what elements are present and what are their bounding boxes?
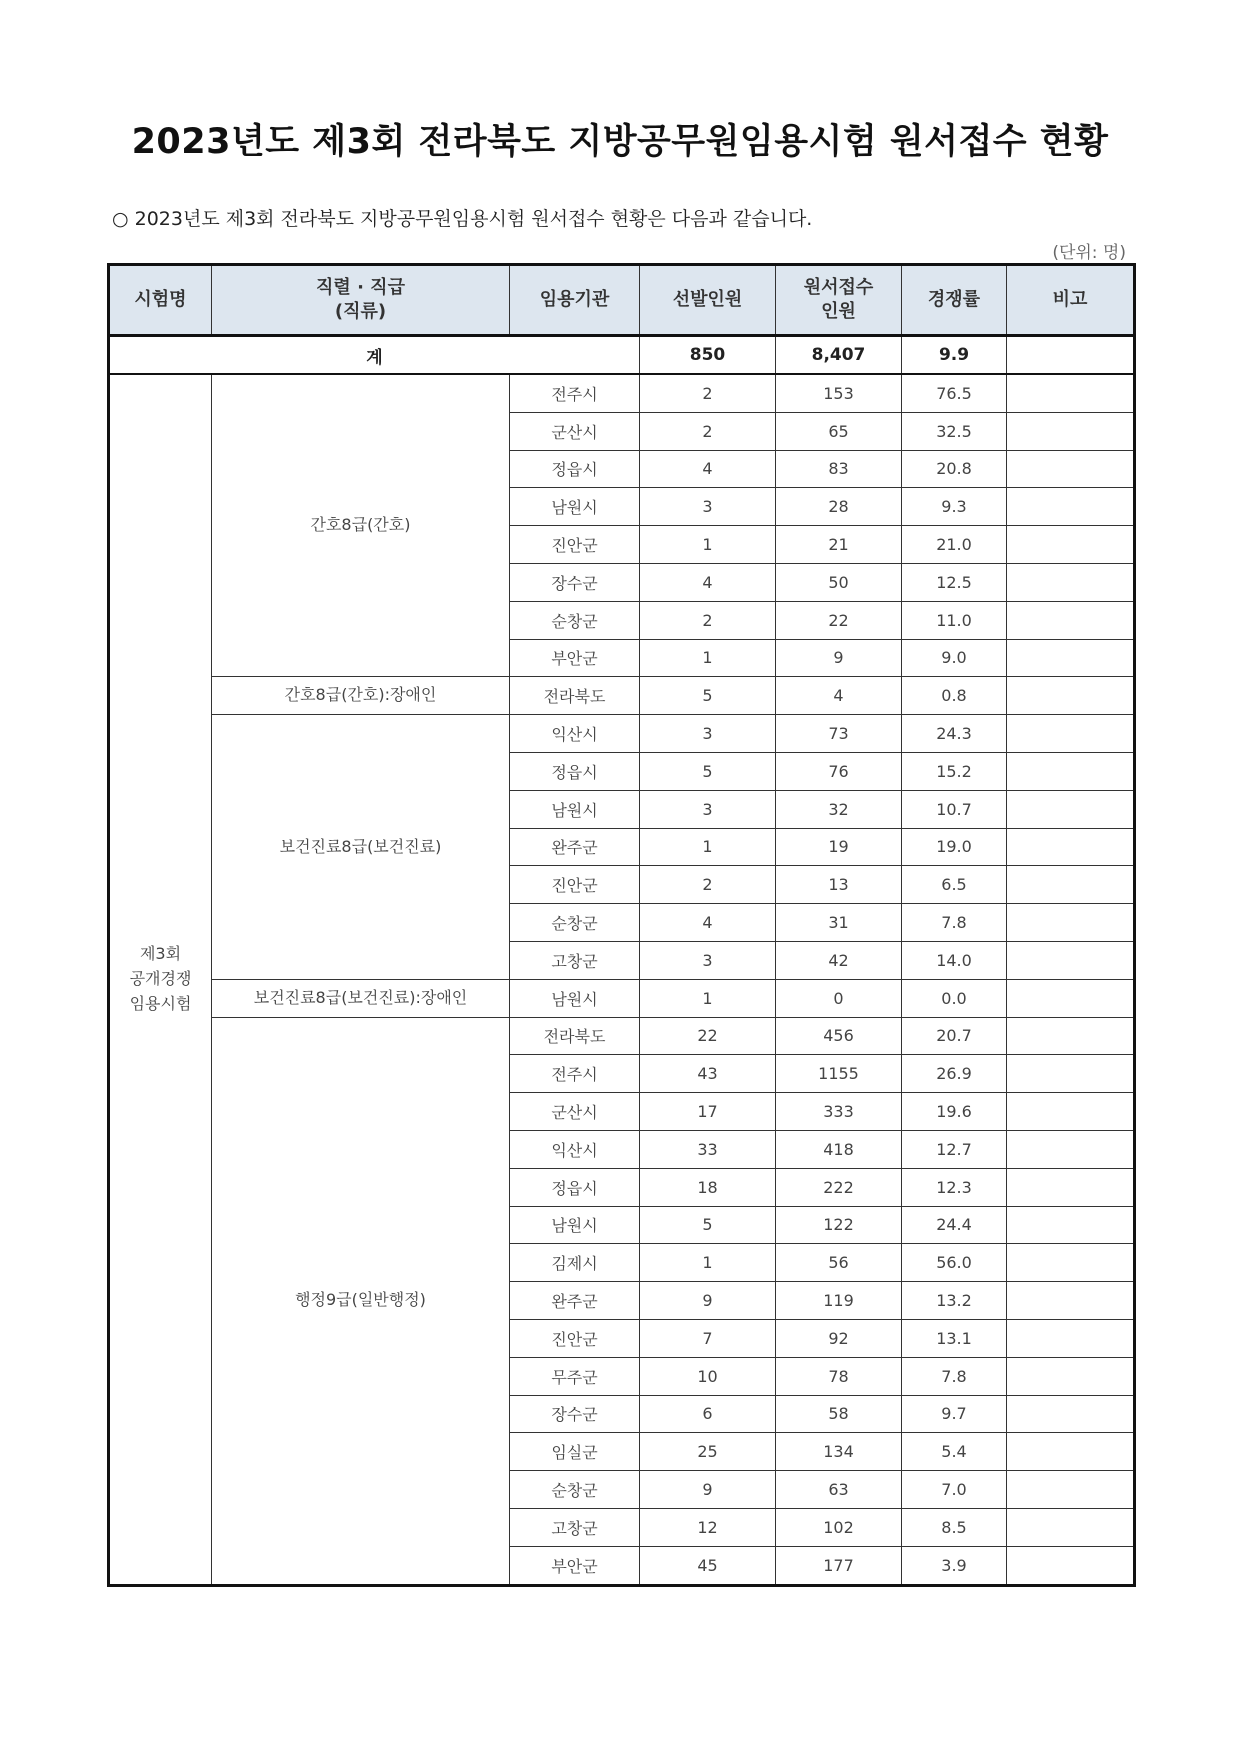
note-cell [1007,941,1135,979]
org-cell: 익산시 [510,1130,640,1168]
rate-cell: 3.9 [902,1546,1007,1585]
rate-cell: 9.3 [902,488,1007,526]
quota-cell: 1 [640,526,776,564]
rate-cell: 0.8 [902,677,1007,715]
quota-cell: 43 [640,1055,776,1093]
applicants-cell: 177 [776,1546,902,1585]
table-row [109,374,1135,412]
intro-text: ○ 2023년도 제3회 전라북도 지방공무원임용시험 원서접수 현황은 다음과 같습니다. [112,208,813,230]
quota-cell: 33 [640,1130,776,1168]
note-cell [1007,1319,1135,1357]
applicants-cell: 65 [776,412,902,450]
quota-cell: 3 [640,715,776,753]
applicants-cell: 0 [776,979,902,1017]
rate-cell: 13.2 [902,1282,1007,1320]
quota-cell: 25 [640,1433,776,1471]
note-cell [1007,1055,1135,1093]
org-cell: 정읍시 [510,450,640,488]
table-row [109,715,1135,753]
header-quota: 선발인원 [640,265,776,336]
total-rate: 9.9 [902,336,1007,375]
quota-cell: 2 [640,412,776,450]
header-note: 비고 [1007,265,1135,336]
note-cell [1007,1206,1135,1244]
applicants-cell: 134 [776,1433,902,1471]
applicants-cell: 102 [776,1508,902,1546]
position-cell: 보건진료8급(보건진료) [212,715,510,980]
applicants-cell: 42 [776,941,902,979]
applicants-cell: 333 [776,1093,902,1131]
org-cell: 익산시 [510,715,640,753]
quota-cell: 17 [640,1093,776,1131]
applicants-cell: 63 [776,1471,902,1509]
org-cell: 군산시 [510,412,640,450]
org-cell: 군산시 [510,1093,640,1131]
quota-cell: 9 [640,1471,776,1509]
applicants-cell: 153 [776,374,902,412]
note-cell [1007,979,1135,1017]
applicants-cell: 92 [776,1319,902,1357]
applications-table [107,263,1136,1587]
rate-cell: 56.0 [902,1244,1007,1282]
quota-cell: 10 [640,1357,776,1395]
quota-cell: 3 [640,941,776,979]
org-cell: 정읍시 [510,1168,640,1206]
position-cell: 간호8급(간호) [212,374,510,677]
total-quota: 850 [640,336,776,375]
org-cell: 부안군 [510,1546,640,1585]
position-cell: 보건진료8급(보건진료):장애인 [212,979,510,1017]
rate-cell: 20.7 [902,1017,1007,1055]
quota-cell: 2 [640,601,776,639]
quota-cell: 5 [640,1206,776,1244]
applicants-cell: 222 [776,1168,902,1206]
quota-cell: 45 [640,1546,776,1585]
note-cell [1007,677,1135,715]
table-row [109,979,1135,1017]
org-cell: 진안군 [510,1319,640,1357]
quota-cell: 9 [640,1282,776,1320]
page-title: 2023년도 제3회 전라북도 지방공무원임용시험 원서접수 현황 [131,122,1109,162]
rate-cell: 26.9 [902,1055,1007,1093]
rate-cell: 21.0 [902,526,1007,564]
rate-cell: 13.1 [902,1319,1007,1357]
note-cell [1007,1357,1135,1395]
total-row [109,336,1135,375]
quota-cell: 1 [640,639,776,677]
header-org: 임용기관 [510,265,640,336]
quota-cell: 1 [640,828,776,866]
rate-cell: 24.3 [902,715,1007,753]
rate-cell: 0.0 [902,979,1007,1017]
exam-name-line: 제3회 [139,944,182,964]
quota-cell: 2 [640,866,776,904]
note-cell [1007,904,1135,942]
note-cell [1007,488,1135,526]
applicants-cell: 418 [776,1130,902,1168]
rate-cell: 7.8 [902,904,1007,942]
applicants-cell: 76 [776,752,902,790]
total-applicants: 8,407 [776,336,902,375]
rate-cell: 6.5 [902,866,1007,904]
applicants-cell: 1155 [776,1055,902,1093]
quota-cell: 6 [640,1395,776,1433]
table-row [109,677,1135,715]
note-cell [1007,1433,1135,1471]
header-applicants-line2: 인원 [821,301,856,322]
applicants-cell: 19 [776,828,902,866]
applicants-cell: 78 [776,1357,902,1395]
applicants-cell: 21 [776,526,902,564]
rate-cell: 19.6 [902,1093,1007,1131]
note-cell [1007,1017,1135,1055]
org-cell: 부안군 [510,639,640,677]
rate-cell: 9.0 [902,639,1007,677]
rate-cell: 5.4 [902,1433,1007,1471]
applicants-cell: 83 [776,450,902,488]
rate-cell: 7.0 [902,1471,1007,1509]
applicants-cell: 31 [776,904,902,942]
rate-cell: 20.8 [902,450,1007,488]
rate-cell: 15.2 [902,752,1007,790]
table-header-row [109,265,1135,336]
unit-label: (단위: 명) [1052,243,1126,263]
org-cell: 순창군 [510,1471,640,1509]
applicants-cell: 4 [776,677,902,715]
quota-cell: 12 [640,1508,776,1546]
note-cell [1007,790,1135,828]
note-cell [1007,1508,1135,1546]
position-cell: 행정9급(일반행정) [212,1017,510,1585]
rate-cell: 11.0 [902,601,1007,639]
applicants-cell: 122 [776,1206,902,1244]
org-cell: 전주시 [510,374,640,412]
quota-cell: 7 [640,1319,776,1357]
applicants-cell: 50 [776,563,902,601]
note-cell [1007,639,1135,677]
note-cell [1007,715,1135,753]
org-cell: 무주군 [510,1357,640,1395]
org-cell: 완주군 [510,1282,640,1320]
position-cell: 간호8급(간호):장애인 [212,677,510,715]
quota-cell: 22 [640,1017,776,1055]
quota-cell: 1 [640,979,776,1017]
quota-cell: 4 [640,563,776,601]
quota-cell: 3 [640,790,776,828]
applicants-cell: 22 [776,601,902,639]
org-cell: 고창군 [510,941,640,979]
note-cell [1007,1168,1135,1206]
applicants-cell: 119 [776,1282,902,1320]
quota-cell: 1 [640,1244,776,1282]
note-cell [1007,450,1135,488]
note-cell [1007,1130,1135,1168]
total-label: 계 [109,336,640,375]
header-applicants [776,265,902,336]
note-cell [1007,1471,1135,1509]
org-cell: 진안군 [510,866,640,904]
org-cell: 고창군 [510,1508,640,1546]
org-cell: 전라북도 [510,677,640,715]
org-cell: 순창군 [510,904,640,942]
org-cell: 김제시 [510,1244,640,1282]
header-position-line2: (직류) [334,301,387,322]
note-cell [1007,1546,1135,1585]
note-cell [1007,1093,1135,1131]
rate-cell: 14.0 [902,941,1007,979]
header-position-line1: 직렬 · 직급 [316,276,405,298]
header-applicants-line1: 원서접수 [803,276,874,298]
header-position [212,265,510,336]
quota-cell: 4 [640,904,776,942]
note-cell [1007,563,1135,601]
quota-cell: 18 [640,1168,776,1206]
org-cell: 임실군 [510,1433,640,1471]
rate-cell: 7.8 [902,1357,1007,1395]
org-cell: 남원시 [510,488,640,526]
note-cell [1007,374,1135,412]
applicants-cell: 32 [776,790,902,828]
org-cell: 전라북도 [510,1017,640,1055]
exam-name-line: 공개경쟁 [129,968,192,988]
total-note [1007,336,1135,375]
note-cell [1007,752,1135,790]
exam-name-line: 임용시험 [129,993,192,1013]
note-cell [1007,1244,1135,1282]
rate-cell: 19.0 [902,828,1007,866]
quota-cell: 4 [640,450,776,488]
note-cell [1007,866,1135,904]
org-cell: 전주시 [510,1055,640,1093]
quota-cell: 5 [640,677,776,715]
note-cell [1007,1282,1135,1320]
note-cell [1007,412,1135,450]
note-cell [1007,526,1135,564]
applicants-cell: 456 [776,1017,902,1055]
exam-name-cell [109,374,212,1585]
org-cell: 진안군 [510,526,640,564]
rate-cell: 32.5 [902,412,1007,450]
org-cell: 남원시 [510,979,640,1017]
rate-cell: 9.7 [902,1395,1007,1433]
org-cell: 남원시 [510,790,640,828]
applicants-cell: 28 [776,488,902,526]
org-cell: 순창군 [510,601,640,639]
org-cell: 남원시 [510,1206,640,1244]
header-rate: 경쟁률 [902,265,1007,336]
applicants-cell: 9 [776,639,902,677]
rate-cell: 8.5 [902,1508,1007,1546]
quota-cell: 3 [640,488,776,526]
quota-cell: 2 [640,374,776,412]
org-cell: 장수군 [510,1395,640,1433]
org-cell: 정읍시 [510,752,640,790]
rate-cell: 12.3 [902,1168,1007,1206]
org-cell: 장수군 [510,563,640,601]
rate-cell: 12.7 [902,1130,1007,1168]
rate-cell: 76.5 [902,374,1007,412]
rate-cell: 12.5 [902,563,1007,601]
note-cell [1007,601,1135,639]
rate-cell: 24.4 [902,1206,1007,1244]
applicants-cell: 58 [776,1395,902,1433]
applicants-cell: 56 [776,1244,902,1282]
note-cell [1007,1395,1135,1433]
note-cell [1007,828,1135,866]
org-cell: 완주군 [510,828,640,866]
table-row [109,1017,1135,1055]
header-exam: 시험명 [109,265,212,336]
applicants-cell: 13 [776,866,902,904]
applicants-cell: 73 [776,715,902,753]
quota-cell: 5 [640,752,776,790]
rate-cell: 10.7 [902,790,1007,828]
